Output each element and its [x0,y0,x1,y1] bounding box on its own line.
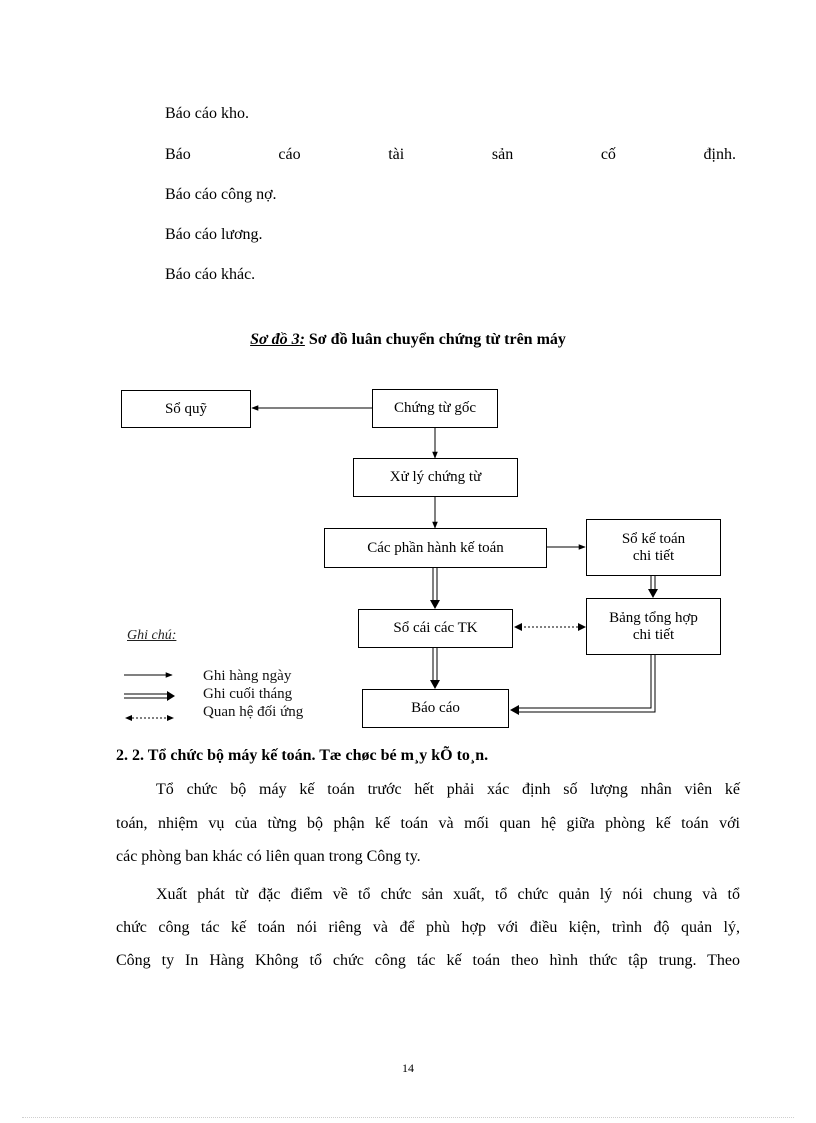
word: cố [600,146,616,163]
box-chung-tu-goc: Chứng từ gốc [372,389,498,428]
report-item-fixed-assets [165,145,736,165]
box-cac-phan-hanh: Các phần hành kế toán [324,528,547,568]
word: Báo [165,146,191,163]
double-arrow-bangtonghop-to-baocao [518,655,651,708]
paragraph-2-line: Công ty In Hàng Không tổ chức công tác kế toán theo hình thức tập trung. Theo [116,952,740,969]
section-heading: 2. 2. Tổ chức bộ máy kế toán. Tæ chøc bé m¸y kÕ to¸n. [116,747,489,764]
page-bottom-divider [22,1117,794,1118]
box-so-quy: Sổ quỹ [121,390,251,428]
box-bang-tong-hop-chi-tiet [586,598,721,655]
report-item-salary: Báo cáo lương. [165,226,263,243]
caption-title: Sơ đồ luân chuyển chứng từ trên máy [308,331,566,348]
box-so-cai-cac-tk: Sổ cái các TK [358,609,513,648]
word: tài [388,146,405,163]
paragraph-1-line: Tổ chức bộ máy kế toán trước hết phải xác định số lượng nhân viên kế [156,781,740,798]
page-number: 14 [402,1061,414,1075]
box-line: Sổ kế toán [621,530,686,547]
paragraph-1-line: các phòng ban khác có liên quan trong Công ty. [116,848,421,865]
box-line: chi tiết [632,547,675,564]
word: cáo [278,146,301,163]
paragraph-2-line: Xuất phát từ đặc điểm về tổ chức sản xuất, tổ chức quản lý nói chung và tổ [156,886,740,903]
box-bao-cao: Báo cáo [362,689,509,728]
legend-title: Ghi chú: [127,628,177,643]
report-item-warehouse: Báo cáo kho. [165,105,249,122]
box-line: chi tiết [632,626,675,643]
legend-reciprocal: Quan hệ đối ứng [203,704,304,720]
paragraph-2-line: chức công tác kế toán nói riêng và để phù hợp với điều kiện, trình độ quản lý, [116,919,740,936]
word: sản [491,146,514,163]
diagram-caption [0,330,816,350]
legend-daily: Ghi hàng ngày [203,668,292,684]
box-xu-ly-chung-tu: Xử lý chứng từ [353,458,518,497]
caption-label: Sơ đồ 3 [250,331,300,348]
box-so-ke-toan-chi-tiet [586,519,721,576]
box-line: Bảng tổng hợp [609,609,698,626]
caption-colon: : [299,331,305,348]
report-item-debt: Báo cáo công nợ. [165,186,277,203]
report-item-other: Báo cáo khác. [165,266,256,283]
paragraph-1-line: toán, nhiệm vụ của từng bộ phận kế toán và mối quan hệ giữa phòng kế toán với [116,815,740,832]
legend-month-end: Ghi cuối tháng [203,686,293,702]
word: định. [703,146,736,163]
